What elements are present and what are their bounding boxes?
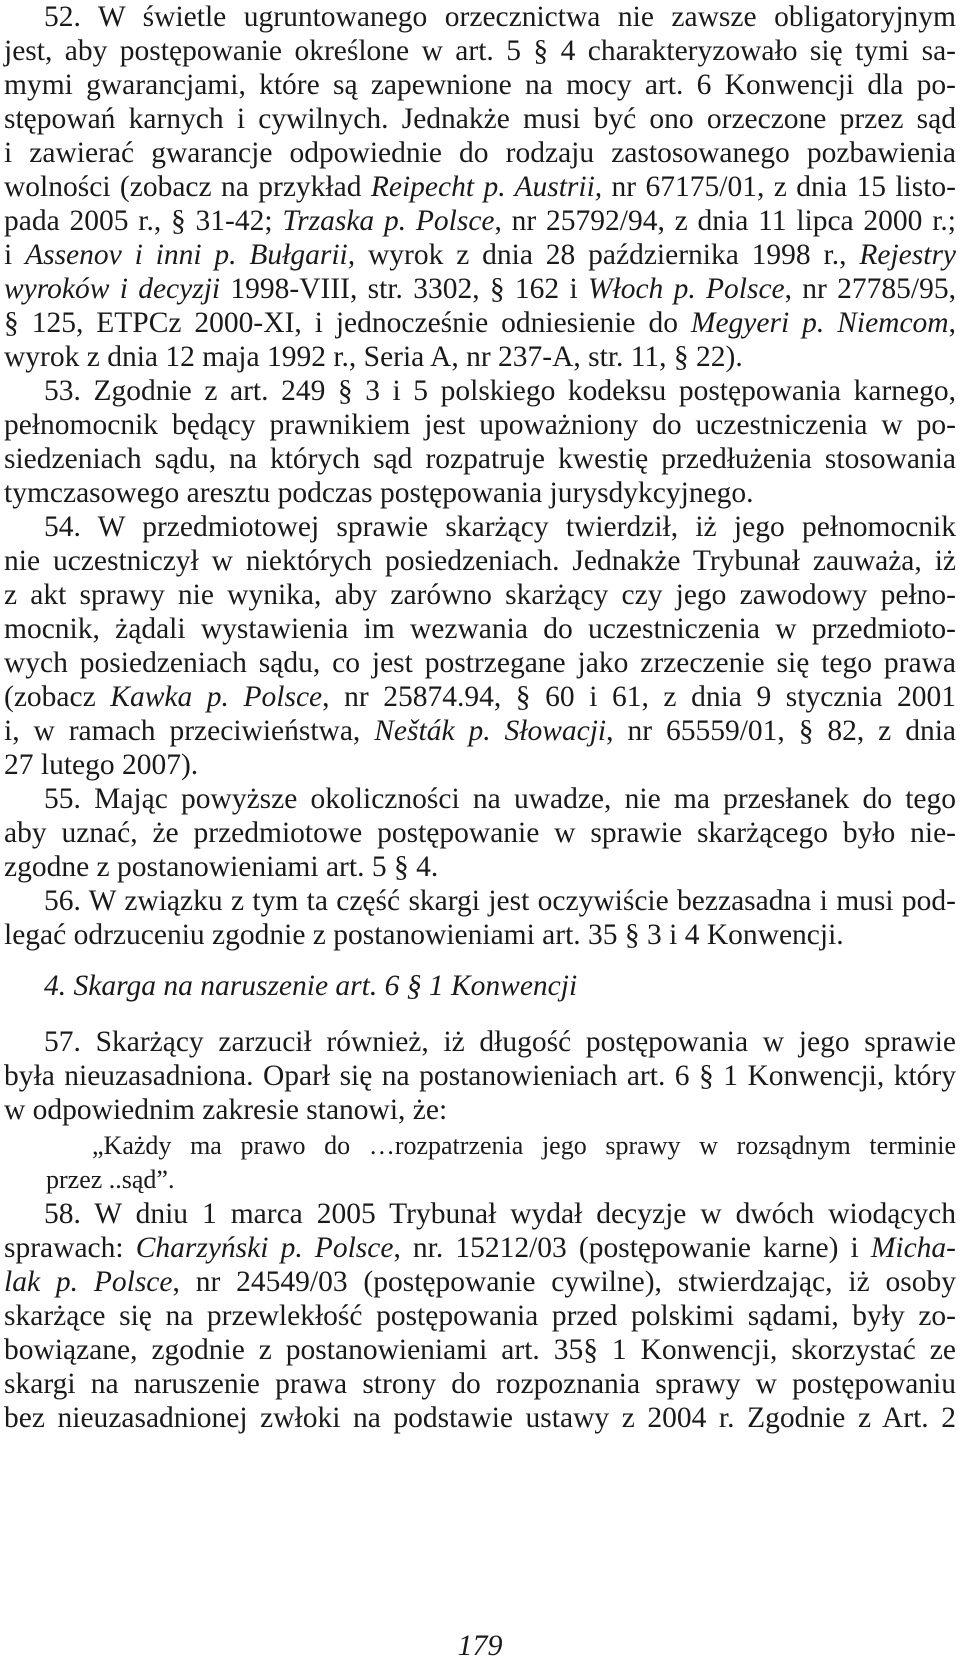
italic-run: Trzaska p. Polsce: [282, 205, 495, 237]
text-run: „Każdy ma prawo do …rozpatrzenia jego sprawy w rozsądnym terminie: [92, 1131, 956, 1160]
italic-run: Micha-: [870, 1232, 956, 1264]
italic-run: Kawka p. Polsce: [110, 681, 323, 713]
text-line: [4, 611, 956, 647]
section-heading: [44, 968, 956, 1004]
text-line: [44, 0, 956, 35]
text-run: mymi gwarancjami, które są zapewnione na mocy art. 6 Konwencji dla po-: [4, 69, 956, 101]
text-run: skarżące się na przewlekłość postępowania przed polskimi sądami, były zo-: [4, 1300, 956, 1332]
text-run: była nieuzasadniona. Oparł się na postanowieniach art. 6 § 1 Konwencji, który: [4, 1060, 956, 1092]
text-run: ,: [948, 307, 956, 339]
text-run: 27 lutego 2007).: [4, 749, 199, 781]
text-line: [44, 509, 956, 545]
text-run: zgodne z postanowieniami art. 5 § 4.: [4, 851, 439, 883]
text-run: siedzeniach sądu, na których sąd rozpatruje kwestię przedłużenia stosowania: [4, 443, 956, 475]
text-line: [4, 101, 956, 137]
italic-run: Reipecht p. Austrii,: [370, 171, 603, 203]
text-run: , nr 25874.94, § 60 i 61, z dnia 9 stycznia 2001: [322, 681, 956, 713]
page-number: 179: [457, 1629, 503, 1662]
text-line: [4, 577, 956, 613]
text-run: i: [4, 239, 26, 271]
text-line: [4, 815, 956, 851]
text-run: , nr. 15212/03 (postępowanie karne) i: [393, 1232, 871, 1264]
italic-run: lak p. Polsce: [4, 1266, 173, 1298]
text-run: 55. Mając powyższe okoliczności na uwadze, nie ma przesłanek do tego: [44, 783, 956, 815]
text-run: wych posiedzeniach sądu, co jest postrzegane jako zrzeczenie się tego prawa: [4, 647, 956, 679]
text-run: pełnomocnik będący prawnikiem jest upoważniony do uczestniczenia w po-: [4, 409, 956, 441]
text-run: i zawierać gwarancje odpowiednie do rodzaju zastosowanego pozbawienia: [4, 137, 956, 169]
text-run: 56. W związku z tym ta część skargi jest oczywiście bezzasadna i musi pod-: [44, 885, 956, 917]
document-page: [4, 0, 956, 1677]
text-line: [4, 1264, 956, 1300]
text-line: [4, 679, 956, 715]
text-line: [4, 135, 956, 171]
text-line: [4, 1400, 956, 1436]
text-run: przez ..sąd”.: [46, 1165, 175, 1194]
text-run: tymczasowego aresztu podczas postępowania jurysdykcyjnego.: [4, 477, 754, 509]
text-run: stępowań karnych i cywilnych. Jednakże musi być ono orzeczone przez sąd: [4, 103, 956, 135]
text-run: 4. Skarga na naruszenie art. 6 § 1 Konwencji: [44, 970, 578, 1002]
text-run: , nr 65559/01, § 82, z dnia: [606, 715, 956, 747]
text-line: [4, 1058, 956, 1094]
text-run: nr 67175/01, z dnia 15 listo-: [602, 171, 956, 203]
text-line: [44, 373, 956, 409]
text-run: , nr 24549/03 (postępowanie cywilne), stwierdzając, iż osoby: [172, 1266, 956, 1298]
text-run: pada 2005 r., § 31-42;: [4, 205, 283, 237]
text-run: skargi na naruszenie prawa strony do rozpoznania sprawy w postępowaniu: [4, 1368, 956, 1400]
text-line: [4, 271, 956, 307]
text-run: mocnik, żądali wystawienia im wezwania do uczestniczenia w przedmioto-: [4, 613, 956, 645]
text-run: (zobacz: [4, 681, 111, 713]
text-line: [4, 1332, 956, 1368]
text-line: [4, 1298, 956, 1334]
text-run: 52. W świetle ugruntowanego orzecznictwa nie zawsze obligatoryjnym: [44, 1, 956, 33]
text-line: [4, 407, 956, 443]
text-line: [4, 1366, 956, 1402]
text-run: 58. W dniu 1 marca 2005 Trybunał wydał decyzje w dwóch wiodących: [44, 1198, 956, 1230]
text-line: [4, 713, 956, 749]
italic-run: Megyeri p. Niemcom: [690, 307, 949, 339]
text-run: aby uznać, że przedmiotowe postępowanie w sprawie skarżącego było nie-: [4, 817, 956, 849]
italic-run: wyroków i decyzji: [4, 273, 221, 305]
text-run: § 125, ETPCz 2000-XI, i jednocześnie odniesienie do: [4, 307, 691, 339]
quote-line: [46, 1162, 956, 1198]
text-line: [4, 237, 956, 273]
text-line: [4, 747, 956, 783]
quote-line: [92, 1128, 956, 1164]
text-line: [4, 849, 956, 885]
text-run: bez nieuzasadnionej zwłoki na podstawie ustawy z 2004 r. Zgodnie z Art. 2: [4, 1402, 956, 1434]
text-line: [4, 543, 956, 579]
text-line: [44, 1024, 956, 1060]
italic-run: Nešták p. Słowacji: [374, 715, 607, 747]
text-run: bowiązane, zgodnie z postanowieniami art. 35§ 1 Konwencji, skorzystać ze: [4, 1334, 956, 1366]
text-run: sprawach:: [4, 1232, 136, 1264]
text-run: wyrok z dnia 12 maja 1992 r., Seria A, nr 237-A, str. 11, § 22).: [4, 341, 743, 373]
text-line: [44, 1196, 956, 1232]
text-line: [4, 203, 956, 239]
text-run: i, w ramach przeciwieństwa,: [4, 715, 375, 747]
text-run: jest, aby postępowanie określone w art. 5 § 4 charakteryzowało się tymi sa-: [4, 35, 956, 67]
italic-run: Charzyński p. Polsce: [135, 1232, 394, 1264]
text-run: legać odrzuceniu zgodnie z postanowieniami art. 35 § 3 i 4 Konwencji.: [4, 919, 844, 951]
text-run: , nr 27785/95,: [784, 273, 956, 305]
italic-run: Assenov i inni p. Bułgarii,: [25, 239, 356, 271]
italic-run: Włoch p. Polsce: [587, 273, 785, 305]
text-line: [4, 305, 956, 341]
text-run: wolności (zobacz na przykład: [4, 171, 371, 203]
text-line: [44, 883, 956, 919]
text-run: wyrok z dnia 28 października 1998 r.,: [355, 239, 860, 271]
text-line: [4, 339, 956, 375]
text-line: [4, 67, 956, 103]
text-run: z akt sprawy nie wynika, aby zarówno skarżący czy jego zawodowy pełno-: [4, 579, 956, 611]
text-line: [44, 781, 956, 817]
text-line: [4, 917, 956, 953]
text-run: nie uczestniczył w niektórych posiedzeniach. Jednakże Trybunał zauważa, iż: [4, 545, 956, 577]
text-line: [4, 441, 956, 477]
text-run: , nr 25792/94, z dnia 11 lipca 2000 r.;: [494, 205, 956, 237]
text-line: [4, 475, 956, 511]
text-line: [4, 169, 956, 205]
text-line: [4, 1230, 956, 1266]
text-line: [4, 645, 956, 681]
text-run: 53. Zgodnie z art. 249 § 3 i 5 polskiego kodeksu postępowania karnego,: [44, 375, 956, 407]
text-run: 1998-VIII, str. 3302, § 162 i: [220, 273, 588, 305]
text-run: 57. Skarżący zarzucił również, iż długość postępowania w jego sprawie: [44, 1026, 956, 1058]
italic-run: Rejestry: [859, 239, 957, 271]
text-line: [4, 1092, 956, 1128]
text-run: w odpowiednim zakresie stanowi, że:: [4, 1094, 448, 1126]
text-run: 54. W przedmiotowej sprawie skarżący twierdził, iż jego pełnomocnik: [44, 511, 956, 543]
text-line: [4, 33, 956, 69]
